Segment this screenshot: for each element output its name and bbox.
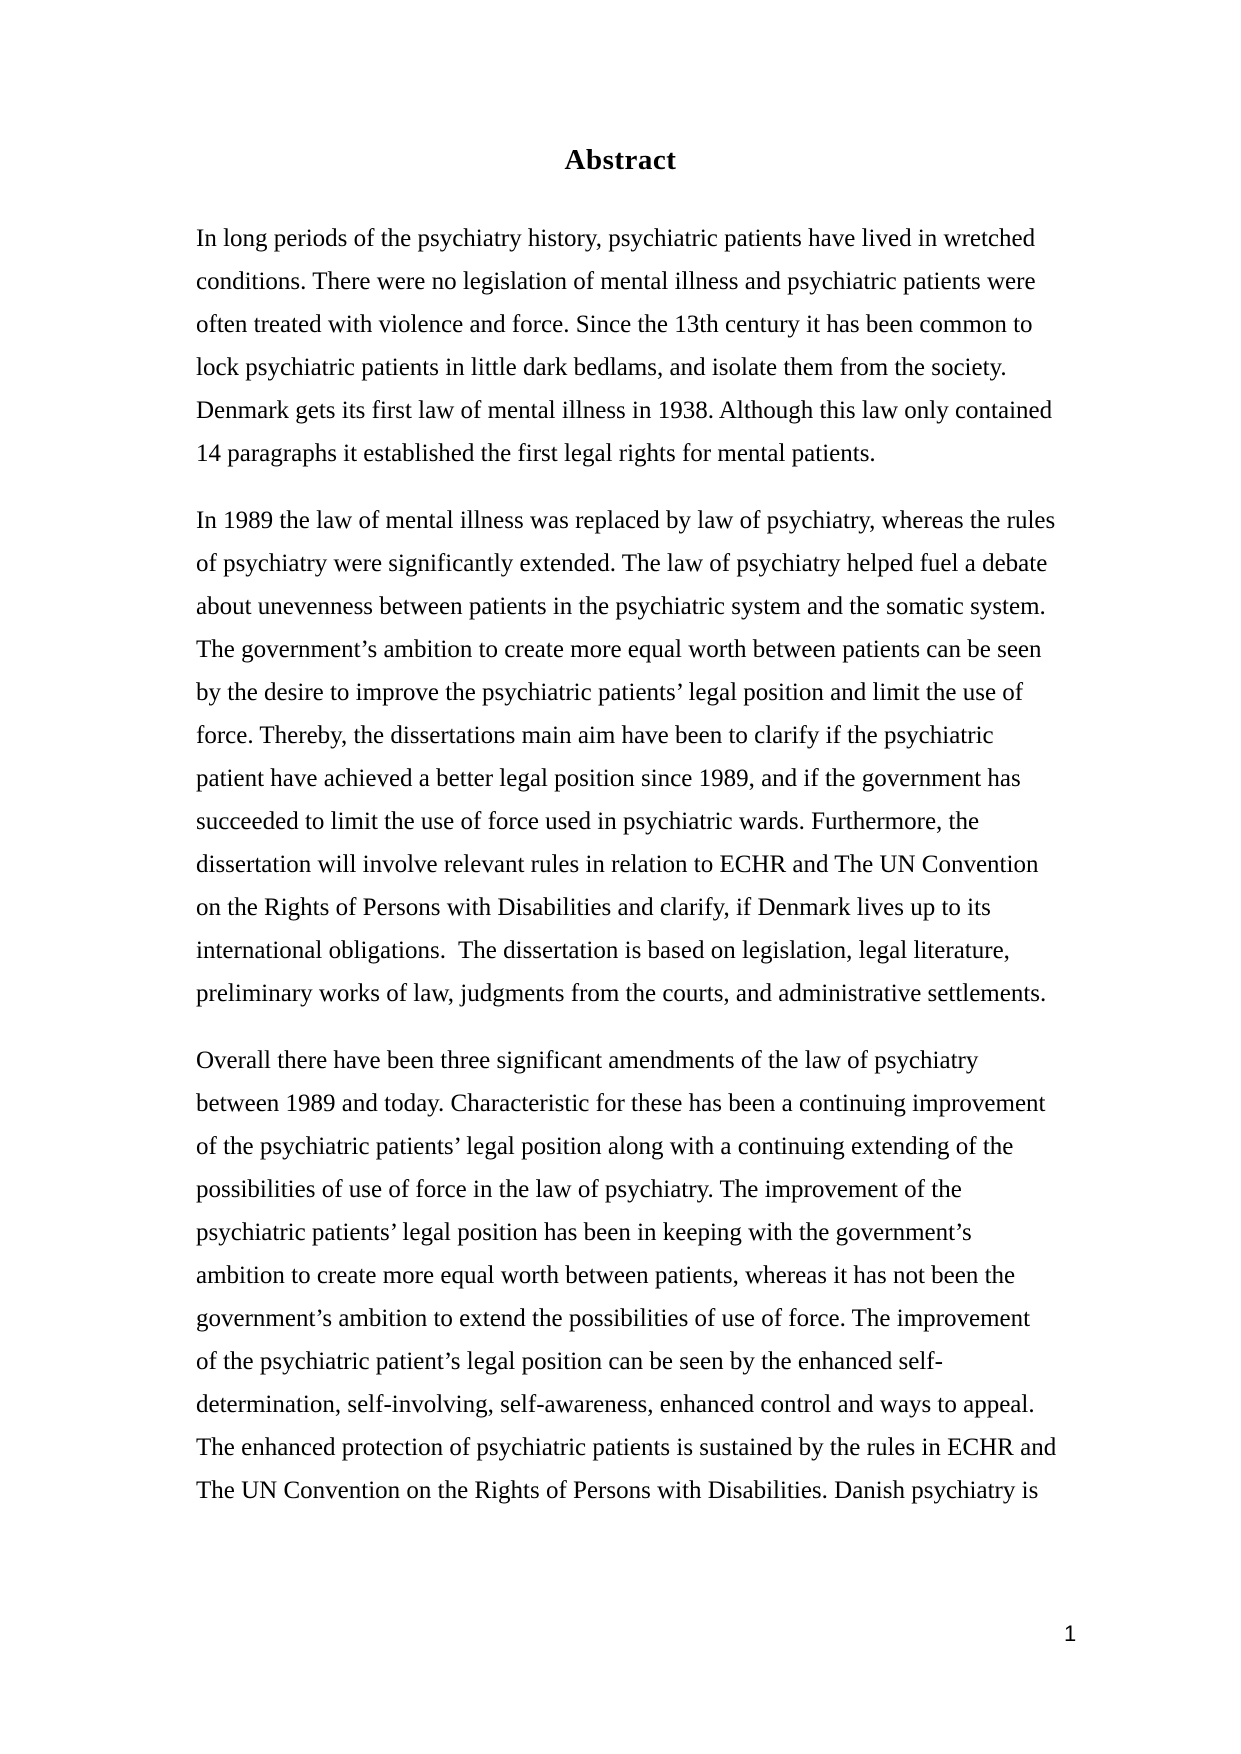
text-line: succeeded to limit the use of force used in psychiatric wards. Furthermore, the: [196, 808, 980, 835]
text-line: of the psychiatric patients’ legal position along with a continuing extending of the: [196, 1133, 1014, 1160]
text-line: determination, self-involving, self-awareness, enhanced control and ways to appeal.: [196, 1391, 1035, 1418]
abstract-body: [196, 217, 1057, 1512]
text-line: of psychiatry were significantly extended. The law of psychiatry helped fuel a debate: [196, 550, 1048, 577]
text-line: on the Rights of Persons with Disabilities and clarify, if Denmark lives up to its: [196, 894, 991, 921]
text-line: preliminary works of law, judgments from the courts, and administrative settlements.: [196, 980, 1047, 1007]
text-line: 14 paragraphs it established the first legal rights for mental patients.: [196, 440, 876, 467]
text-line: In long periods of the psychiatry history, psychiatric patients have lived in wretched: [196, 225, 1036, 252]
text-line: Overall there have been three significant amendments of the law of psychiatry: [196, 1047, 979, 1074]
text-line: often treated with violence and force. Since the 13th century it has been common to: [196, 311, 1033, 338]
paragraph: [196, 1039, 1057, 1512]
text-line: of the psychiatric patient’s legal position can be seen by the enhanced self-: [196, 1348, 943, 1375]
text-line: In 1989 the law of mental illness was replaced by law of psychiatry, whereas the rules: [196, 507, 1056, 534]
text-line: by the desire to improve the psychiatric patients’ legal position and limit the use of: [196, 679, 1024, 706]
text-line: lock psychiatric patients in little dark bedlams, and isolate them from the society.: [196, 354, 1007, 381]
text-line: patient have achieved a better legal position since 1989, and if the government has: [196, 765, 1021, 792]
text-line: international obligations. The dissertation is based on legislation, legal literature,: [196, 937, 1010, 964]
text-line: dissertation will involve relevant rules in relation to ECHR and The UN Convention: [196, 851, 1039, 878]
text-line: possibilities of use of force in the law of psychiatry. The improvement of the: [196, 1176, 962, 1203]
text-line: The government’s ambition to create more equal worth between patients can be seen: [196, 636, 1042, 663]
text-line: ambition to create more equal worth between patients, whereas it has not been the: [196, 1262, 1016, 1289]
text-line: conditions. There were no legislation of mental illness and psychiatric patients were: [196, 268, 1036, 295]
paragraph: [196, 499, 1056, 1015]
text-line: The UN Convention on the Rights of Persons with Disabilities. Danish psychiatry is: [196, 1477, 1039, 1504]
text-line: Denmark gets its first law of mental illness in 1938. Although this law only contained: [196, 397, 1053, 424]
page-title: Abstract: [564, 144, 677, 176]
text-line: between 1989 and today. Characteristic for these has been a continuing improvement: [196, 1090, 1046, 1117]
text-line: about unevenness between patients in the psychiatric system and the somatic system.: [196, 593, 1046, 620]
text-line: government’s ambition to extend the possibilities of use of force. The improvement: [196, 1305, 1031, 1332]
text-line: The enhanced protection of psychiatric patients is sustained by the rules in ECHR and: [196, 1434, 1057, 1461]
page-number: 1: [1064, 1621, 1077, 1646]
paragraph: [196, 217, 1053, 475]
text-line: force. Thereby, the dissertations main aim have been to clarify if the psychiatric: [196, 722, 994, 749]
text-line: psychiatric patients’ legal position has been in keeping with the government’s: [196, 1219, 972, 1246]
